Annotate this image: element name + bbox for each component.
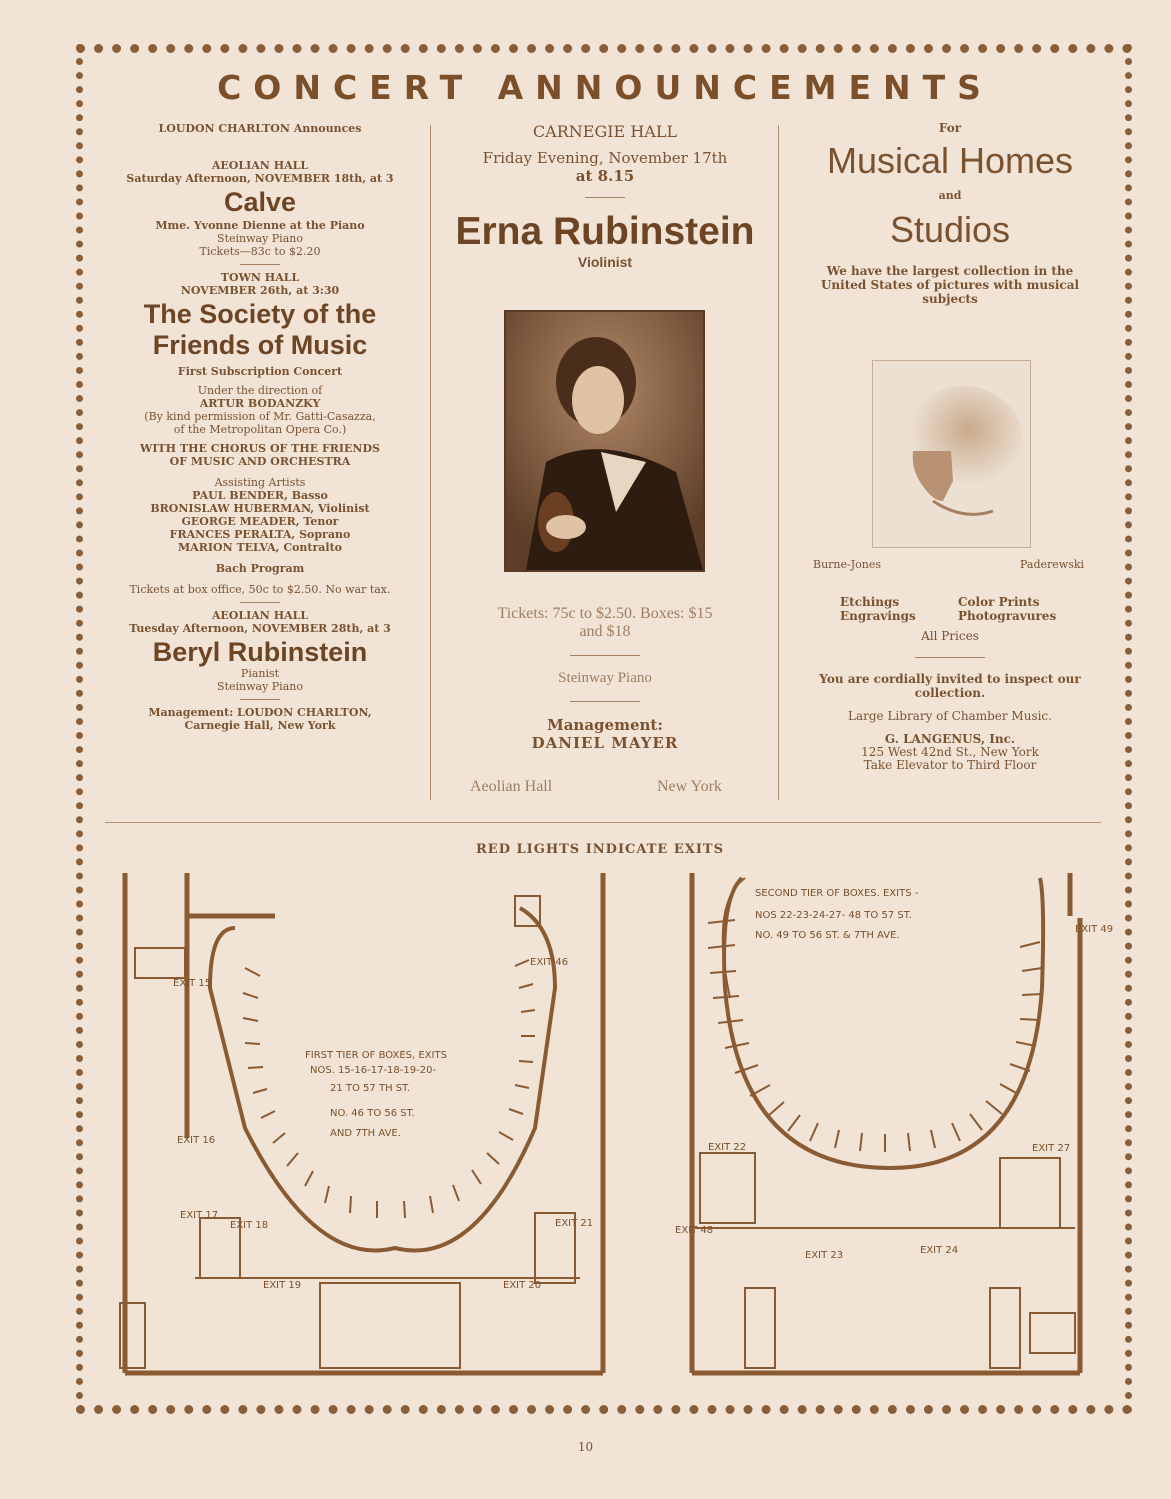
exit-27-label: EXIT 27 (1032, 1143, 1071, 1154)
event2-artist-5: MARION TELVA, Contralto (177, 541, 343, 554)
event1-artist: Calve (223, 187, 297, 217)
divider (915, 657, 985, 658)
event2-artist-1: PAUL BENDER, Basso (192, 489, 328, 502)
event2-tickets: Tickets at box office, 50c to $2.50. No war tax. (129, 583, 391, 596)
right-address: 125 West 42nd St., New York (861, 745, 1039, 759)
second-tier-note-3: NO. 49 TO 56 ST. & 7TH AVE. (755, 930, 900, 941)
first-tier-note-3: 21 TO 57 TH ST. (330, 1083, 411, 1094)
exit-16-label: EXIT 16 (177, 1135, 216, 1146)
exit-18-label: EXIT 18 (230, 1220, 269, 1231)
section-divider (105, 822, 1101, 823)
event3-date: Tuesday Afternoon, NOVEMBER 28th, at 3 (129, 622, 391, 635)
paderewski-portrait (873, 361, 1030, 547)
violinist-photo (504, 310, 705, 572)
left-column (105, 122, 415, 732)
first-tier-note-4: NO. 46 TO 56 ST. (330, 1108, 415, 1119)
management-line1: Management: LOUDON CHARLTON, (148, 706, 372, 719)
center-tickets-line1: Tickets: 75c to $2.50. Boxes: $15 (497, 605, 713, 622)
event2-artist-line1: The Society of the (143, 299, 377, 329)
event2-artist-3: GEORGE MEADER, Tenor (181, 515, 339, 528)
event2-artist-4: FRANCES PERALTA, Soprano (169, 528, 351, 541)
right-prices: All Prices (921, 629, 979, 643)
management-line2: Carnegie Hall, New York (184, 719, 336, 732)
event1-line2: Steinway Piano (217, 232, 303, 245)
center-management-label: Management: (547, 716, 663, 734)
center-manager: DANIEL MAYER (531, 734, 679, 752)
second-tier-floor-plan (675, 868, 1120, 1388)
right-headline1: Musical Homes (826, 140, 1074, 181)
event2-date: NOVEMBER 26th, at 3:30 (180, 284, 340, 297)
event2-chorus2: OF MUSIC AND ORCHESTRA (169, 455, 351, 468)
event3-role: Pianist (240, 667, 280, 680)
right-column (795, 122, 1105, 306)
exit-20-label: EXIT 20 (503, 1280, 542, 1291)
exit-48-label: EXIT 48 (675, 1225, 714, 1236)
event3-artist: Beryl Rubinstein (152, 637, 368, 667)
right-library: Large Library of Chamber Music. (848, 709, 1052, 723)
exit-46-label: EXIT 46 (530, 957, 569, 968)
center-time: at 8.15 (575, 167, 635, 185)
divider (240, 602, 280, 603)
event2-artist-line2: Friends of Music (152, 330, 368, 360)
announcer: LOUDON CHARLTON Announces (158, 122, 362, 135)
page-title: CONCERT ANNOUNCEMENTS (217, 68, 993, 107)
event2-direction: Under the direction of (197, 384, 323, 397)
types-right-1: Color Prints (958, 595, 1040, 609)
exit-19-label: EXIT 19 (263, 1280, 302, 1291)
plans-title: RED LIGHTS INDICATE EXITS (476, 842, 724, 857)
right-invite: You are cordially invited to inspect our collection. (819, 672, 1081, 700)
right-for: For (938, 121, 962, 135)
event2-permission1: (By kind permission of Mr. Gatti-Casazza, (144, 410, 376, 423)
types-left-2: Engravings (840, 609, 916, 623)
event2-program: Bach Program (215, 562, 305, 575)
exit-24-label: EXIT 24 (920, 1245, 959, 1256)
divider (570, 701, 640, 702)
first-tier-floor-plan (115, 868, 615, 1388)
exit-17-label: EXIT 17 (180, 1210, 219, 1221)
event1-venue: AEOLIAN HALL (211, 159, 309, 172)
center-column (445, 122, 765, 270)
event2-permission2: of the Metropolitan Opera Co.) (173, 423, 347, 436)
event2-chorus1: WITH THE CHORUS OF THE FRIENDS (140, 442, 380, 455)
event1-line1: Mme. Yvonne Dienne at the Piano (155, 219, 365, 232)
column-divider-left (430, 125, 431, 800)
center-details (445, 605, 765, 752)
paderewski-sketch (872, 360, 1031, 548)
event2-venue: TOWN HALL (220, 271, 300, 284)
center-address-right: New York (657, 778, 722, 795)
caption-left: Burne-Jones (813, 558, 882, 571)
right-blurb: We have the largest collection in the United States of pictures with musical subjects (820, 264, 1080, 306)
center-role: Violinist (577, 254, 633, 270)
divider (240, 264, 280, 265)
exit-21-label: EXIT 21 (555, 1218, 594, 1229)
exit-22-label: EXIT 22 (708, 1142, 747, 1153)
center-address-left: Aeolian Hall (470, 778, 553, 795)
divider (585, 197, 625, 198)
event3-venue: AEOLIAN HALL (211, 609, 309, 622)
divider (570, 655, 640, 656)
right-company: G. LANGENUS, Inc. (884, 732, 1016, 746)
right-elevator: Take Elevator to Third Floor (863, 758, 1037, 772)
center-tickets-line2: and $18 (579, 623, 631, 640)
types-left-1: Etchings (840, 595, 900, 609)
violinist-portrait (506, 312, 703, 570)
event2-assisting: Assisting Artists (214, 476, 306, 489)
event2-artist-2: BRONISLAW HUBERMAN, Violinist (150, 502, 370, 515)
right-headline2: Studios (889, 209, 1011, 250)
event2-concert: First Subscription Concert (177, 365, 343, 378)
page-number: 10 (577, 1440, 594, 1454)
event2-conductor: ARTUR BODANZKY (199, 397, 321, 410)
event1-line3: Tickets—83c to $2.20 (199, 245, 321, 258)
exit-49-label: EXIT 49 (1075, 924, 1114, 935)
column-divider-right (778, 125, 779, 800)
center-date: Friday Evening, November 17th (482, 149, 728, 167)
event1-date: Saturday Afternoon, NOVEMBER 18th, at 3 (126, 172, 394, 185)
divider (240, 699, 280, 700)
center-artist: Erna Rubinstein (455, 210, 755, 253)
exit-23-label: EXIT 23 (805, 1250, 844, 1261)
exit-15-label: EXIT 15 (173, 978, 212, 989)
first-tier-note-2: NOS. 15-16-17-18-19-20- (310, 1065, 437, 1076)
types-right-2: Photogravures (958, 609, 1057, 623)
second-tier-note-1: SECOND TIER OF BOXES. EXITS - (755, 888, 919, 899)
first-tier-note-1: FIRST TIER OF BOXES, EXITS (305, 1050, 447, 1061)
center-venue: CARNEGIE HALL (532, 122, 678, 141)
center-piano: Steinway Piano (558, 670, 652, 686)
right-and: and (938, 189, 962, 202)
first-tier-note-5: AND 7TH AVE. (330, 1128, 401, 1139)
caption-right: Paderewski (1020, 558, 1085, 571)
event3-piano: Steinway Piano (217, 680, 303, 693)
second-tier-note-2: NOS 22-23-24-27- 48 TO 57 ST. (755, 910, 912, 921)
right-details (795, 630, 1105, 772)
